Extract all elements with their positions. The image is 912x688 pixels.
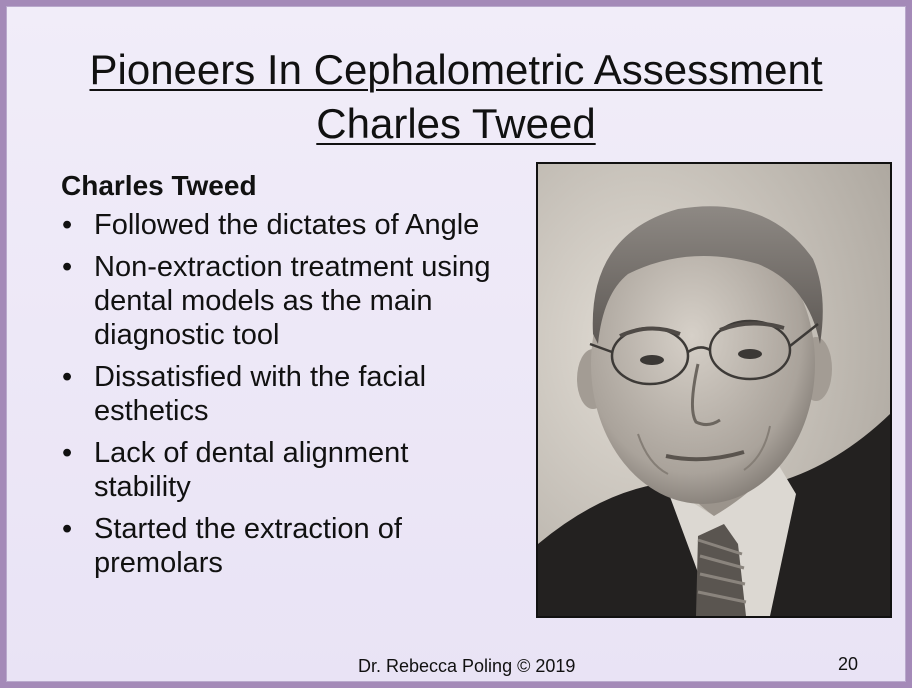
bullet-list [56,208,506,588]
bullet-text: Followed the dictates of Angle [94,209,480,241]
slide-subtitle: Charles Tweed [316,100,596,147]
slide-number: 20 [838,654,859,674]
footer-credit: Dr. Rebecca Poling © 2019 [358,656,576,676]
bullet-text: Dissatisfied with the facial esthetics [94,361,427,427]
slide [6,6,906,682]
bullet-marker: • [62,437,73,469]
slide-title: Pioneers In Cephalometric Assessment [89,46,823,93]
bullet-text: Lack of dental alignment stability [94,437,409,503]
bullet-item [56,208,506,242]
bullet-item [56,436,506,504]
bullet-item [56,512,506,580]
portrait-photo [536,162,892,618]
bullet-item [56,250,506,352]
bullet-text: Non-extraction treatment using dental models as the main diagnostic tool [94,251,491,351]
content-heading: Charles Tweed [61,170,257,201]
bullet-marker: • [62,209,73,241]
bullet-marker: • [62,513,73,545]
bullet-marker: • [62,251,73,283]
bullet-text: Started the extraction of premolars [94,513,402,579]
bullet-marker: • [62,361,73,393]
portrait-image [538,164,890,616]
bullet-item [56,360,506,428]
